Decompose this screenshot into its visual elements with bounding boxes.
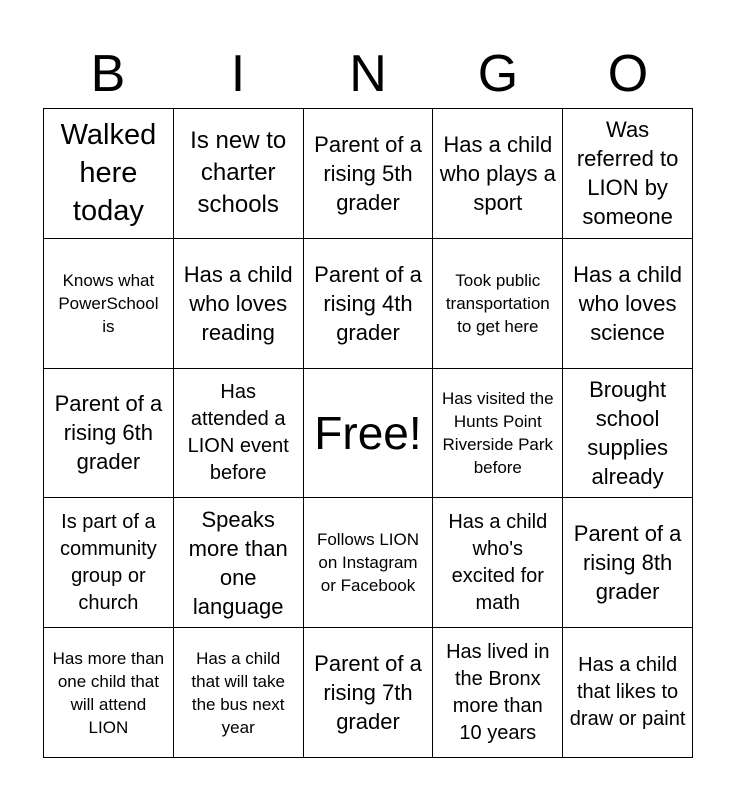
bingo-cell-r2-c2[interactable]	[174, 239, 304, 369]
bingo-cell-r1-c3[interactable]	[304, 109, 434, 239]
bingo-cell-r3-c1[interactable]	[44, 369, 174, 499]
cell-text: Parent of a rising 7th grader	[314, 651, 422, 735]
cell-text: Has a child that will take the bus next year	[191, 648, 285, 737]
header-letter-b: B	[90, 45, 126, 103]
cell-text: Has visited the Hunts Point Riverside Park before	[442, 388, 554, 477]
cell-text: Knows what PowerSchool is	[58, 270, 159, 336]
bingo-cell-r2-c5[interactable]	[563, 239, 693, 369]
bingo-cell-r2-c3[interactable]	[304, 239, 434, 369]
bingo-cell-r5-c5[interactable]	[563, 628, 693, 758]
header-letter-o: O	[607, 45, 649, 103]
bingo-cell-r4-c2[interactable]	[174, 498, 304, 628]
cell-text: Parent of a rising 5th grader	[314, 131, 422, 215]
cell-text: Has a child who loves science	[573, 261, 683, 345]
bingo-cell-r5-c4[interactable]	[433, 628, 563, 758]
bingo-header	[43, 40, 693, 108]
bingo-cell-free[interactable]	[304, 369, 434, 499]
bingo-cell-r1-c2[interactable]	[174, 109, 304, 239]
cell-text: Has a child who plays a sport	[439, 131, 556, 215]
bingo-cell-r5-c1[interactable]	[44, 628, 174, 758]
bingo-cell-r4-c5[interactable]	[563, 498, 693, 628]
bingo-cell-r2-c1[interactable]	[44, 239, 174, 369]
cell-text: Has lived in the Bronx more than 10 years	[446, 640, 550, 744]
header-letter-i: I	[230, 45, 246, 103]
cell-text: Has more than one child that will attend LION	[52, 648, 165, 737]
header-letter-g: G	[477, 45, 519, 103]
cell-text: Parent of a rising 4th grader	[314, 261, 422, 345]
bingo-cell-r4-c4[interactable]	[433, 498, 563, 628]
bingo-cell-r5-c2[interactable]	[174, 628, 304, 758]
cell-text: Follows LION on Instagram or Facebook	[316, 530, 419, 596]
cell-text: Is new to charter schools	[190, 127, 287, 219]
cell-text: Parent of a rising 8th grader	[573, 521, 682, 605]
bingo-cell-r4-c1[interactable]	[44, 498, 174, 628]
cell-text: Is part of a community group or church	[60, 510, 157, 614]
cell-text: Has attended a LION event before	[187, 380, 289, 484]
cell-text: Parent of a rising 6th grader	[54, 391, 163, 475]
bingo-cell-r5-c3[interactable]	[304, 628, 434, 758]
free-space-text: Free!	[314, 406, 422, 459]
bingo-cell-r1-c1[interactable]	[44, 109, 174, 239]
cell-text: Has a child that likes to draw or paint	[569, 654, 686, 731]
cell-text: Has a child who loves reading	[183, 261, 293, 345]
bingo-cell-r3-c5[interactable]	[563, 369, 693, 499]
cell-text: Speaks more than one language	[188, 506, 288, 619]
bingo-cell-r2-c4[interactable]	[433, 239, 563, 369]
cell-text: Walked here today	[60, 119, 157, 228]
bingo-cell-r1-c4[interactable]	[433, 109, 563, 239]
cell-text: Has a child who's excited for math	[448, 510, 548, 614]
cell-text: Was referred to LION by someone	[576, 117, 679, 230]
bingo-cell-r3-c4[interactable]	[433, 369, 563, 499]
bingo-cell-r1-c5[interactable]	[563, 109, 693, 239]
cell-text: Took public transportation to get here	[445, 270, 550, 336]
bingo-cell-r4-c3[interactable]	[304, 498, 434, 628]
header-letter-n: N	[349, 45, 387, 103]
bingo-cell-r3-c2[interactable]	[174, 369, 304, 499]
bingo-board	[43, 108, 693, 758]
cell-text: Brought school supplies already	[587, 376, 668, 489]
